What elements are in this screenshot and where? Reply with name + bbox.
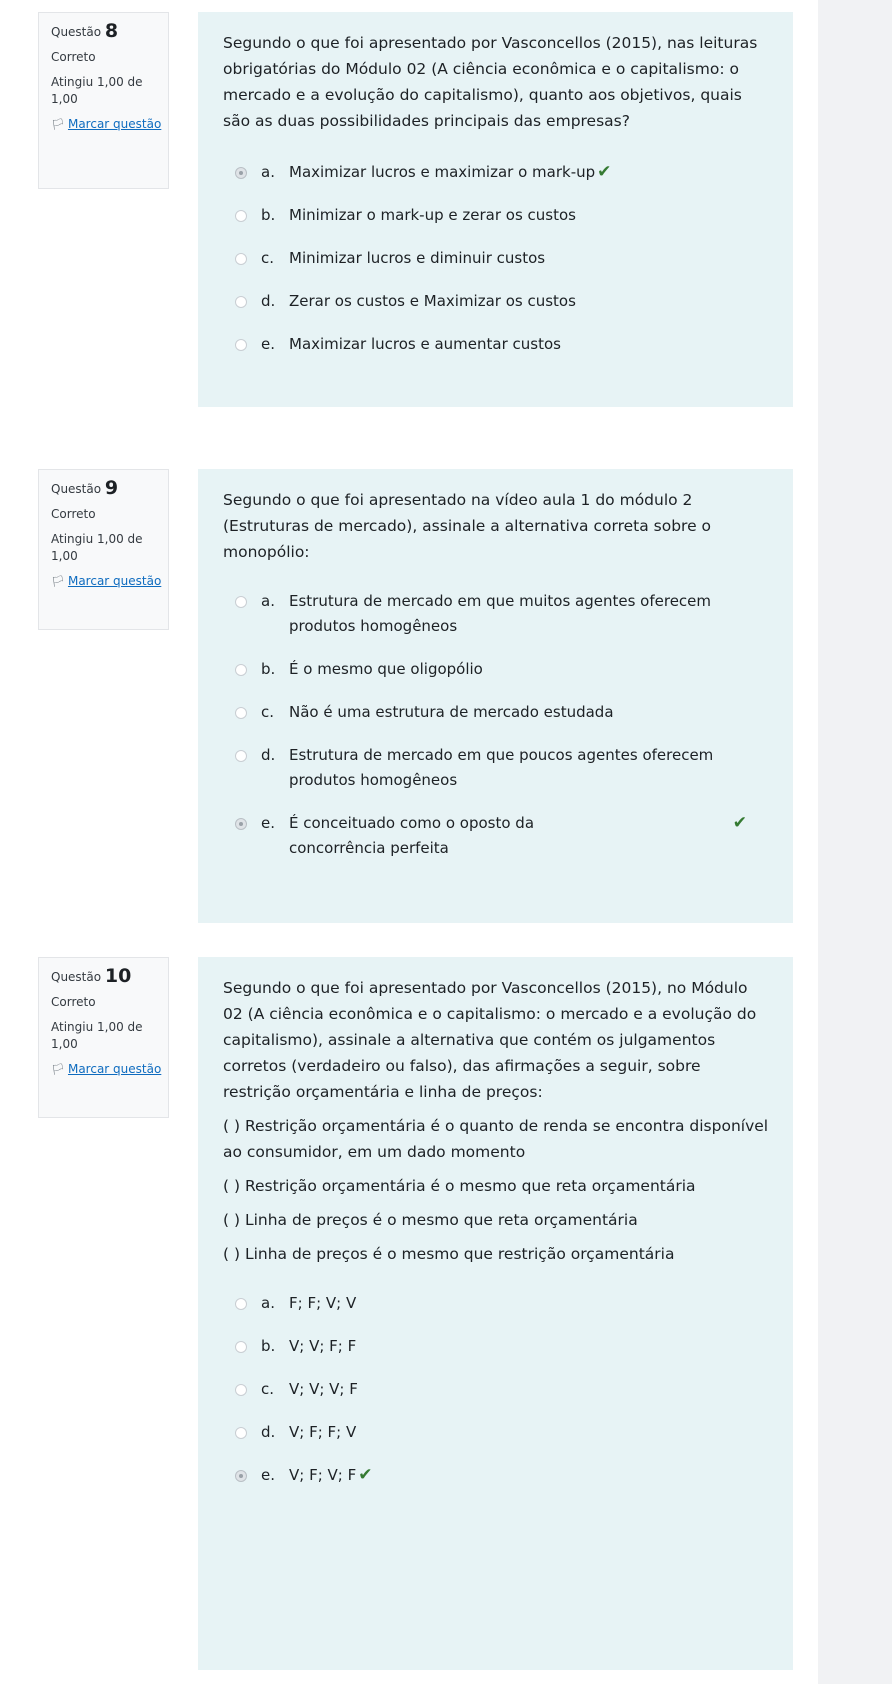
- question-state: Correto: [51, 507, 96, 521]
- radio-button[interactable]: [235, 167, 247, 179]
- radio-button[interactable]: [235, 210, 247, 222]
- question-info: [38, 957, 169, 1118]
- flag-question-link[interactable]: 🏳 Marcar questão: [51, 117, 162, 131]
- radio-button[interactable]: [235, 1427, 247, 1439]
- answer-option-a[interactable]: a. Estrutura de mercado em que muitos agentes oferecem produtos homogêneos: [223, 589, 769, 639]
- radio-button[interactable]: [235, 1341, 247, 1353]
- radio-button[interactable]: [235, 707, 247, 719]
- checkmark-icon: ✔: [732, 813, 747, 833]
- question-grade: Atingiu 1,00 de 1,00: [51, 532, 143, 563]
- checkmark-icon: ✔: [358, 1465, 373, 1485]
- answer-option-e[interactable]: e. É conceituado como o oposto da concorrência perfeita ✔: [223, 811, 769, 861]
- answer-option-c[interactable]: c. Não é uma estrutura de mercado estudada: [223, 700, 769, 725]
- answer-option-d[interactable]: d. V; F; F; V: [223, 1420, 769, 1445]
- flag-question-link[interactable]: 🏳 Marcar questão: [51, 574, 162, 588]
- flag-icon: 🏳: [51, 575, 65, 588]
- radio-button[interactable]: [235, 296, 247, 308]
- radio-button[interactable]: [235, 253, 247, 265]
- answer-option-b[interactable]: b. É o mesmo que oligopólio: [223, 657, 769, 682]
- radio-button[interactable]: [235, 1298, 247, 1310]
- checkmark-icon: ✔: [597, 162, 612, 182]
- question-text: Segundo o que foi apresentado por Vasconcellos (2015), nas leituras obrigatórias do Módulo 02 (A ciência econômica e o capitalismo: o mercado e a evolução do capitalismo), quanto aos objetivos, quais são as duas possibilidades principais das empresas?: [223, 34, 758, 130]
- question-info: [38, 12, 169, 189]
- answer-list: [223, 589, 769, 861]
- answer-option-e[interactable]: e. V; F; V; F ✔: [223, 1463, 769, 1488]
- flag-question-link[interactable]: 🏳 Marcar questão: [51, 1062, 162, 1076]
- answer-option-d[interactable]: d. Estrutura de mercado em que poucos agentes oferecem produtos homogêneos: [223, 743, 769, 793]
- radio-button[interactable]: [235, 1384, 247, 1396]
- answer-list: [223, 160, 769, 357]
- question-info: [38, 469, 169, 630]
- radio-button[interactable]: [235, 596, 247, 608]
- question-text: Segundo o que foi apresentado por Vasconcellos (2015), no Módulo 02 (A ciência econômica e o capitalismo: o mercado e a evolução do capitalismo), assinale a alternativa que contém os julgamentos corretos (verdadeiro ou falso), das afirmações a seguir, sobre restrição orçamentária e linha de preços: ( ) Restrição orçamentária é o quanto de renda se encontra disponível ao consumidor, em um dado momento ( ) Restrição orçamentária é o mesmo que reta orçamentária ( ) Linha de preços é o mesmo que reta orçamentária ( ) Linha de preços é o mesmo que restrição orçamentária: [223, 979, 769, 1263]
- question-text: Segundo o que foi apresentado na vídeo aula 1 do módulo 2 (Estruturas de mercado), assinale a alternativa correta sobre o monopólio:: [223, 491, 712, 561]
- answer-option-c[interactable]: c. Minimizar lucros e diminuir custos: [223, 246, 769, 271]
- question-state: Correto: [51, 50, 96, 64]
- question-grade: Atingiu 1,00 de 1,00: [51, 1020, 143, 1051]
- question-number: Questão 8: [51, 20, 119, 42]
- answer-option-c[interactable]: c. V; V; V; F: [223, 1377, 769, 1402]
- question-number: Questão 9: [51, 477, 119, 499]
- question-number: Questão 10: [51, 965, 132, 987]
- flag-icon: 🏳: [51, 1063, 65, 1076]
- answer-option-b[interactable]: b. Minimizar o mark-up e zerar os custos: [223, 203, 769, 228]
- flag-icon: 🏳: [51, 118, 65, 131]
- question-content: [198, 12, 793, 407]
- answer-option-a[interactable]: a. Maximizar lucros e maximizar o mark-up ✔: [223, 160, 769, 185]
- answer-list: [223, 1291, 769, 1488]
- question-grade: Atingiu 1,00 de 1,00: [51, 75, 143, 106]
- radio-button[interactable]: [235, 664, 247, 676]
- radio-button[interactable]: [235, 339, 247, 351]
- radio-button[interactable]: [235, 1470, 247, 1482]
- question-content: [198, 957, 793, 1670]
- answer-option-b[interactable]: b. V; V; F; F: [223, 1334, 769, 1359]
- question-content: [198, 469, 793, 923]
- answer-option-d[interactable]: d. Zerar os custos e Maximizar os custos: [223, 289, 769, 314]
- radio-button[interactable]: [235, 818, 247, 830]
- answer-option-a[interactable]: a. F; F; V; V: [223, 1291, 769, 1316]
- question-state: Correto: [51, 995, 96, 1009]
- radio-button[interactable]: [235, 750, 247, 762]
- answer-option-e[interactable]: e. Maximizar lucros e aumentar custos: [223, 332, 769, 357]
